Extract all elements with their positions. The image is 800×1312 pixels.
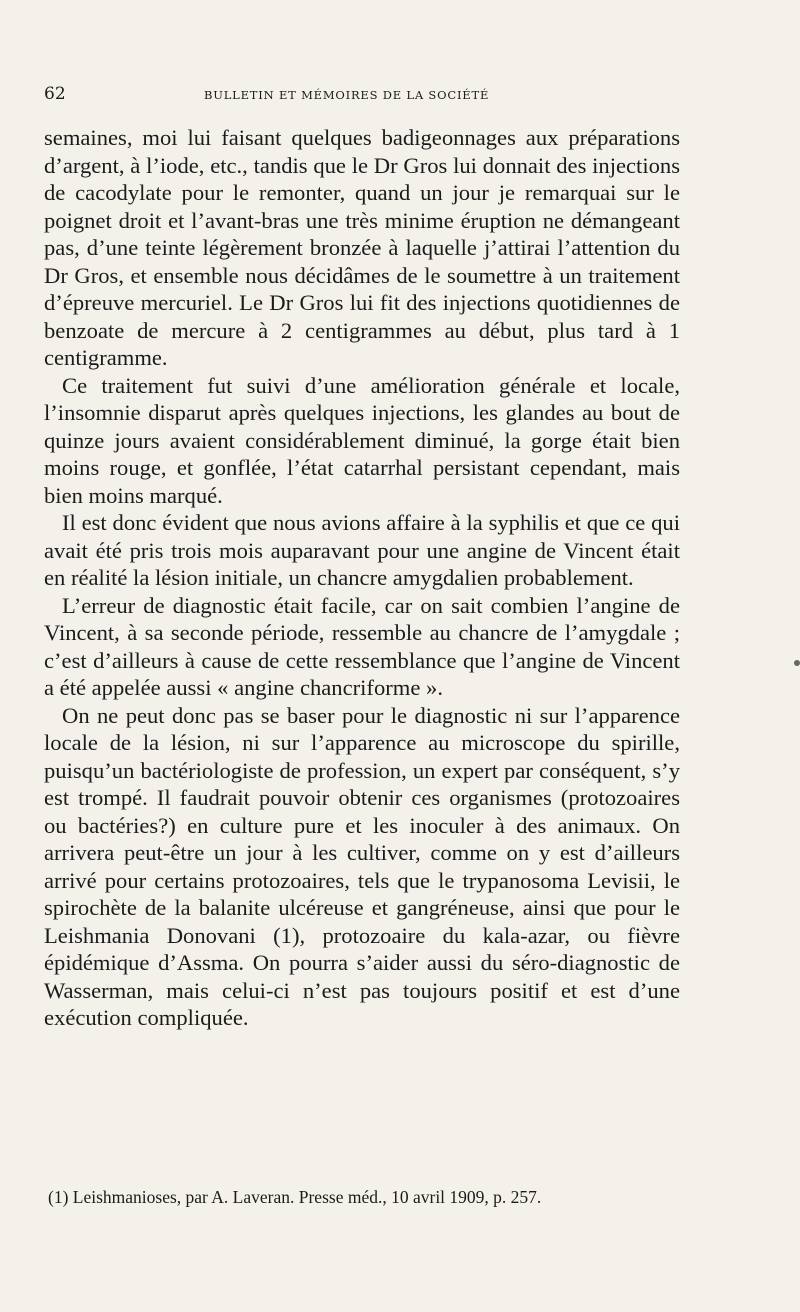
paragraph-2: Ce traitement fut suivi d’une amélioration générale et locale, l’insomnie disparut après quelques injections, les glandes au bout de quinze jours avaient considérablement diminué, la gorge était bien moins rouge, et gonflée, l’état catarrhal persistant cependant, mais bien moins marqué.	[44, 372, 680, 508]
paragraph-5: On ne peut donc pas se baser pour le diagnostic ni sur l’apparence locale de la lésion, ni sur l’apparence au microscope du spirille, puisqu’un bactériologiste de profession, un expert par conséquent, s’y est trompé. Il faudrait pouvoir obtenir ces organismes (protozoaires ou bactéries?) en culture pure et les inoculer à des animaux. On arrivera peut-être un jour à les cultiver, comme on y est d’ailleurs arrivé pour certains protozoaires, tels que le trypanosoma Levisii, le spirochète de la balanite ulcéreuse et gangréneuse, ainsi que pour le Leishmania Donovani (1), protozoaire du kala-azar, ou fièvre épidémique d’Assma. On pourra s’aider aussi du séro-diagnostic de Wasserman, mais celui-ci n’est pas toujours positif et est d’une exécution compliquée.	[44, 702, 680, 1030]
edge-mark	[794, 660, 800, 666]
body-text	[44, 124, 680, 1032]
footnote: (1) Leishmanioses, par A. Laveran. Presse méd., 10 avril 1909, p. 257.	[48, 1187, 542, 1207]
page-header	[44, 84, 770, 108]
paragraph-1: semaines, moi lui faisant quelques badigeonnages aux préparations d’argent, à l’iode, etc., tandis que le Dr Gros lui donnait des injections de cacodylate pour le remonter, quand un jour je remarquai sur le poignet droit et l’avant-bras une très minime éruption ne démangeant pas, d’une teinte légèrement bronzée à laquelle j’attirai l’attention du Dr Gros, et ensemble nous décidâmes de le soumettre à un traitement d’épreuve mercuriel. Le Dr Gros lui fit des injections quotidiennes de benzoate de mercure à 2 centigrammes au début, plus tard à 1 centigramme.	[44, 125, 680, 370]
page-number: 62	[44, 84, 66, 104]
paragraph-3: Il est donc évident que nous avions affaire à la syphilis et que ce qui avait été pris trois mois auparavant pour une angine de Vincent était en réalité la lésion initiale, un chancre amygdalien probablement.	[44, 510, 680, 590]
running-title: BULLETIN ET MÉMOIRES DE LA SOCIÉTÉ	[204, 88, 490, 102]
paragraph-4: L’erreur de diagnostic était facile, car on sait combien l’angine de Vincent, à sa seconde période, ressemble au chancre de l’amygdale ; c’est d’ailleurs à cause de cette ressemblance que l’angine de Vincent a été appelée aussi « angine chancriforme ».	[44, 592, 680, 700]
